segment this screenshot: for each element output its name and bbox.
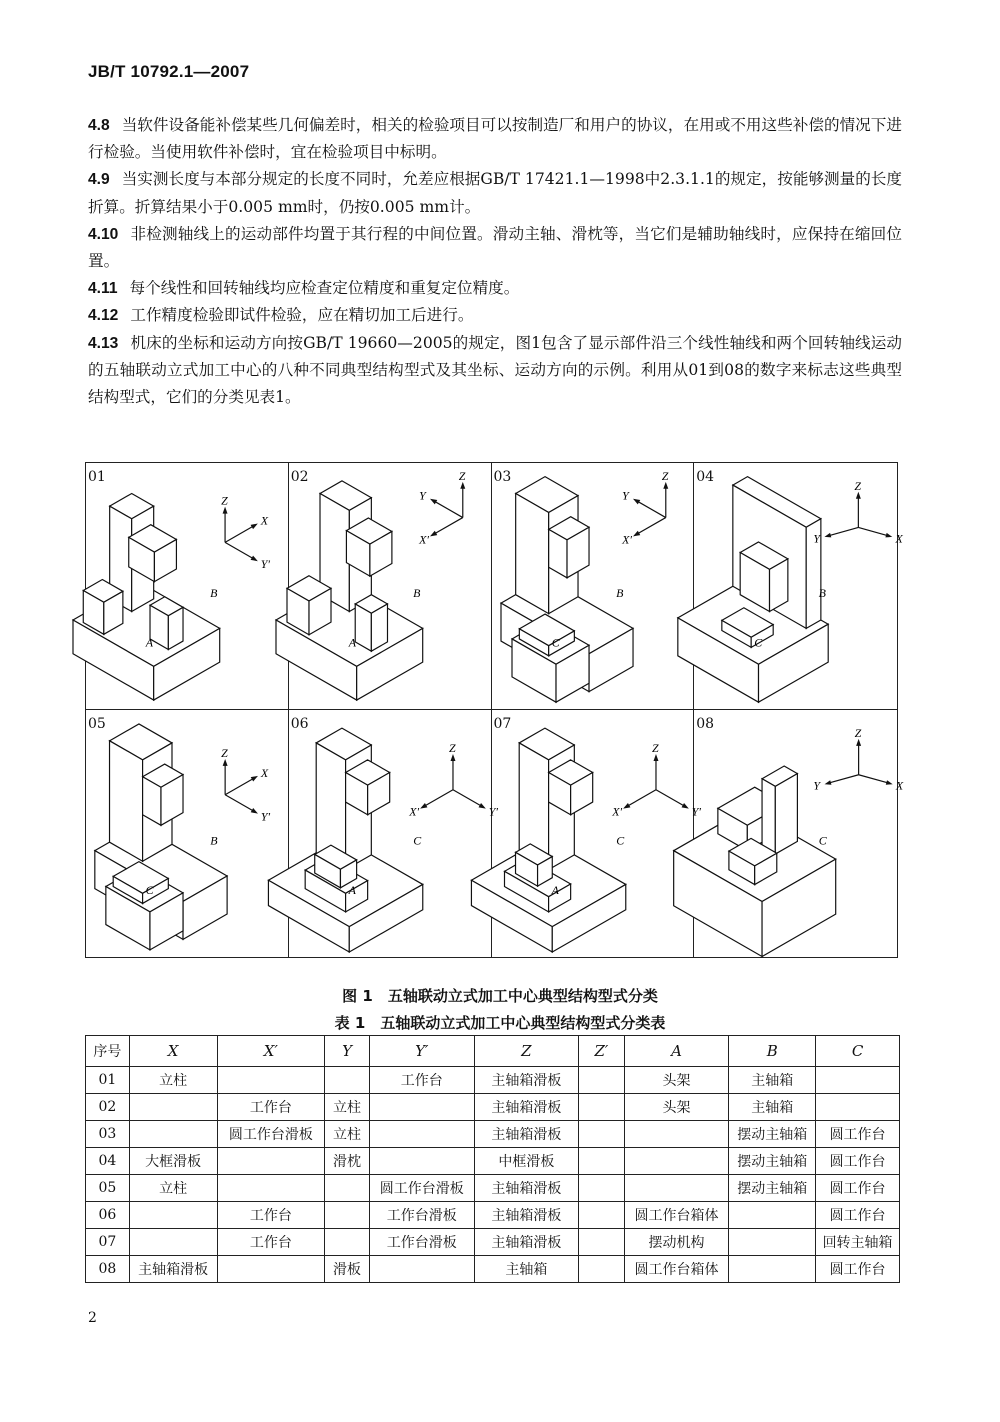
arrow-head-icon <box>681 803 688 809</box>
table-row <box>86 1256 900 1283</box>
part-label: B <box>615 585 623 600</box>
arrow-head-icon <box>632 499 639 505</box>
coordinate-axes-icon <box>621 469 669 546</box>
clause-text: 工作精度检验即试件检验，应在精切加工后进行。 <box>130 306 474 325</box>
axis-line <box>433 518 462 535</box>
table-cell <box>624 1121 729 1148</box>
table-cell: 立柱 <box>129 1067 217 1094</box>
table-row <box>86 1094 900 1121</box>
part-label: A <box>145 635 153 650</box>
clause-4-8 <box>88 112 902 166</box>
machine-structure <box>95 724 227 950</box>
table-cell <box>217 1148 325 1175</box>
part-label: C <box>754 635 763 650</box>
table-cell: 05 <box>86 1175 130 1202</box>
clause-text: 非检测轴线上的运动部件均置于其行程的中间位置。滑动主轴、滑枕等，当它们是辅助轴线时，应保持在缩回位置。 <box>88 224 902 271</box>
axis-label: Y <box>418 488 426 503</box>
table-cell: 08 <box>86 1256 130 1283</box>
machine-drawing <box>86 463 288 709</box>
table-cell: 圆工作台箱体 <box>624 1256 729 1283</box>
axis-line <box>636 501 665 518</box>
machine-structure <box>674 766 836 956</box>
table-cell: 主轴箱滑板 <box>474 1121 579 1148</box>
axis-line <box>828 775 858 783</box>
axis-label: Y <box>621 488 629 503</box>
table-cell: 圆工作台 <box>816 1256 900 1283</box>
table-cell: 圆工作台 <box>816 1121 900 1148</box>
column-header: B <box>729 1036 816 1067</box>
axis-label: X′ <box>408 804 419 819</box>
table-cell: 工作台 <box>217 1202 325 1229</box>
panel-number: 07 <box>493 716 512 732</box>
table-cell <box>369 1121 474 1148</box>
axis-line <box>225 542 254 559</box>
arrow-head-icon <box>223 759 228 766</box>
machine-structure <box>678 477 828 703</box>
axis-label: Z <box>651 741 659 756</box>
axis-label: X <box>895 531 903 546</box>
axis-line <box>828 527 858 535</box>
panel-02 <box>289 463 492 710</box>
axis-line <box>225 525 254 542</box>
table-cell: 回转主轴箱 <box>816 1229 900 1256</box>
axis-label: X <box>896 778 904 793</box>
table-cell <box>369 1094 474 1121</box>
arrow-head-icon <box>251 556 258 562</box>
machine-drawing <box>86 710 288 957</box>
part-label: C <box>412 833 421 848</box>
table-cell: 摆动主轴箱 <box>729 1175 816 1202</box>
table-cell <box>624 1175 729 1202</box>
panel-number: 02 <box>290 469 309 485</box>
arrow-head-icon <box>460 482 465 489</box>
axis-line <box>655 790 684 807</box>
table-cell: 工作台滑板 <box>369 1229 474 1256</box>
table-cell: 摆动主轴箱 <box>729 1148 816 1175</box>
table-cell: 头架 <box>624 1094 729 1121</box>
axis-label: X <box>260 513 269 528</box>
table-cell: 02 <box>86 1094 130 1121</box>
classification-table <box>85 1035 900 1283</box>
axis-label: Y′ <box>260 809 271 824</box>
arrow-head-icon <box>251 524 258 530</box>
clause-4-13 <box>88 330 902 412</box>
table-cell <box>325 1067 370 1094</box>
table-cell <box>217 1067 325 1094</box>
table-cell: 圆工作台 <box>816 1175 900 1202</box>
arrow-head-icon <box>420 803 427 809</box>
column-header: Z <box>474 1036 579 1067</box>
table-cell: 圆工作台滑板 <box>369 1175 474 1202</box>
arrow-head-icon <box>653 754 658 761</box>
part-label: C <box>145 883 154 898</box>
panel-number: 04 <box>696 469 715 485</box>
panel-06 <box>289 710 498 957</box>
axis-label: Z <box>661 468 668 483</box>
clause-4-10 <box>88 221 902 275</box>
column-header: A <box>624 1036 729 1067</box>
axis-label: Y′ <box>488 804 498 819</box>
clause-number: 4.11 <box>88 280 118 298</box>
coordinate-axes-icon <box>814 479 904 546</box>
table-row <box>86 1175 900 1202</box>
page-number: 2 <box>88 1310 97 1326</box>
axis-label: X′ <box>611 804 622 819</box>
part-label: B <box>210 585 218 600</box>
coordinate-axes-icon <box>408 741 498 819</box>
coordinate-axes-icon <box>221 494 270 571</box>
clauses <box>88 112 902 411</box>
table-cell: 大框滑板 <box>129 1148 217 1175</box>
panel-07 <box>492 710 701 957</box>
axis-label: Z <box>854 725 862 740</box>
panel-number: 01 <box>88 469 106 485</box>
axis-label: X <box>260 765 269 780</box>
machine-structure <box>268 728 422 952</box>
arrow-head-icon <box>856 492 861 499</box>
part-label: B <box>412 585 421 600</box>
table-cell: 工作台 <box>217 1094 325 1121</box>
machine-structure <box>471 728 625 952</box>
table-cell: 主轴箱滑板 <box>474 1202 579 1229</box>
table-cell: 摆动主轴箱 <box>729 1121 816 1148</box>
table-cell <box>325 1175 370 1202</box>
table-cell <box>217 1256 325 1283</box>
column-header: Y <box>325 1036 370 1067</box>
arrow-head-icon <box>450 754 455 761</box>
machine-structure <box>276 481 423 700</box>
table-cell: 主轴箱 <box>729 1067 816 1094</box>
axis-line <box>859 775 889 783</box>
table-cell: 立柱 <box>325 1094 370 1121</box>
arrow-head-icon <box>825 780 832 784</box>
table-row <box>86 1148 900 1175</box>
axis-label: Y′ <box>691 804 701 819</box>
table-cell <box>816 1067 900 1094</box>
table-cell: 主轴箱滑板 <box>474 1229 579 1256</box>
axis-label: Z <box>448 741 456 756</box>
panel-04 <box>694 463 903 710</box>
machine-drawing <box>492 710 701 957</box>
panel-03 <box>492 463 695 710</box>
axis-label: Z <box>458 468 466 483</box>
axis-line <box>433 501 462 518</box>
arrow-head-icon <box>251 776 258 782</box>
arrow-head-icon <box>663 482 668 489</box>
table-cell <box>369 1148 474 1175</box>
table-cell: 主轴箱滑板 <box>129 1256 217 1283</box>
figure-machine-configurations <box>85 462 904 958</box>
table-cell: 头架 <box>624 1067 729 1094</box>
figure-caption: 图 1 五轴联动立式加工中心典型结构型式分类 <box>342 987 658 1005</box>
table-cell <box>579 1067 625 1094</box>
panel-number: 06 <box>290 716 309 732</box>
table-cell: 滑枕 <box>325 1148 370 1175</box>
table-cell <box>729 1229 816 1256</box>
column-header: X <box>129 1036 217 1067</box>
table-row <box>86 1067 900 1094</box>
arrow-head-icon <box>430 531 437 537</box>
axis-line <box>859 527 889 535</box>
table-cell <box>729 1256 816 1283</box>
table-cell <box>325 1229 370 1256</box>
table-cell: 圆工作台滑板 <box>217 1121 325 1148</box>
table-cell: 主轴箱滑板 <box>474 1175 579 1202</box>
panel-08 <box>694 710 904 957</box>
arrow-head-icon <box>825 533 832 537</box>
axis-line <box>225 795 254 812</box>
axis-line <box>636 518 665 535</box>
column-header: Y′ <box>369 1036 474 1067</box>
clause-text: 机床的坐标和运动方向按GB/T 19660—2005的规定，图1包含了显示部件沿三个线性轴线和两个回转轴线运动的五轴联动立式加工中心的八种不同典型结构型式及其坐标、运动方向的示例。利用从01到08的数字来标志这些典型结构型式，它们的分类见表1。 <box>88 333 902 407</box>
table-cell <box>325 1202 370 1229</box>
table-cell: 主轴箱 <box>474 1256 579 1283</box>
axis-label: Y <box>813 778 821 793</box>
clause-4-9 <box>88 166 902 220</box>
table-cell: 滑板 <box>325 1256 370 1283</box>
table-cell <box>729 1202 816 1229</box>
coordinate-axes-icon <box>814 726 904 793</box>
coordinate-axes-icon <box>418 469 466 546</box>
table-cell <box>369 1256 474 1283</box>
table-cell: 圆工作台 <box>816 1148 900 1175</box>
column-header: 序号 <box>86 1036 130 1067</box>
panel-number: 03 <box>493 469 512 485</box>
clause-number: 4.13 <box>88 334 119 352</box>
clause-text: 当实测长度与本部分规定的长度不同时，允差应根据GB/T 17421.1—1998中2.3.1.1的规定，按能够测量的长度折算。折算结果小于0.005 mm时，仍按0.005 mm计。 <box>88 170 902 216</box>
machine-drawing <box>492 463 694 709</box>
arrow-head-icon <box>251 808 258 814</box>
clause-number: 4.10 <box>88 225 119 243</box>
table-cell: 摆动机构 <box>624 1229 729 1256</box>
clause-4-11 <box>88 275 902 302</box>
axis-label: Z <box>221 745 228 760</box>
part-label: A <box>348 635 356 650</box>
clause-4-12 <box>88 302 902 329</box>
table-cell: 主轴箱 <box>729 1094 816 1121</box>
table-cell <box>624 1148 729 1175</box>
column-header: C <box>816 1036 900 1067</box>
table-cell: 04 <box>86 1148 130 1175</box>
machine-drawing <box>694 710 904 957</box>
table-cell: 工作台滑板 <box>369 1202 474 1229</box>
table-cell <box>129 1229 217 1256</box>
table-header-row <box>86 1036 900 1067</box>
part-label: A <box>348 883 356 898</box>
table-cell: 07 <box>86 1229 130 1256</box>
table-cell: 工作台 <box>217 1229 325 1256</box>
arrow-head-icon <box>623 803 630 809</box>
table-cell <box>129 1094 217 1121</box>
table-cell: 工作台 <box>369 1067 474 1094</box>
axis-line <box>626 790 655 807</box>
machine-structure <box>501 477 633 703</box>
table-cell: 圆工作台 <box>816 1202 900 1229</box>
table-cell <box>579 1202 625 1229</box>
machine-drawing <box>289 463 491 709</box>
arrow-head-icon <box>223 507 228 514</box>
axis-label: X′ <box>621 532 632 547</box>
table-cell <box>129 1121 217 1148</box>
machine-drawing <box>694 463 903 709</box>
panel-number: 08 <box>696 716 715 732</box>
table-cell <box>579 1175 625 1202</box>
axis-label: Z <box>854 478 862 493</box>
table-cell <box>579 1094 625 1121</box>
arrow-head-icon <box>632 531 639 537</box>
table-cell: 立柱 <box>129 1175 217 1202</box>
arrow-head-icon <box>430 499 437 505</box>
clause-text: 当软件设备能补偿某些几何偏差时，相关的检验项目可以按制造厂和用户的协议，在用或不用这些补偿的情况下进行检验。当使用软件补偿时，宜在检验项目中标明。 <box>88 116 902 162</box>
axis-label: Y′ <box>260 557 271 572</box>
table-cell: 01 <box>86 1067 130 1094</box>
panel-number: 05 <box>88 716 106 732</box>
part-label: C <box>819 833 827 848</box>
table-cell: 立柱 <box>325 1121 370 1148</box>
table-row <box>86 1202 900 1229</box>
clause-number: 4.8 <box>88 117 110 134</box>
table-cell <box>579 1121 625 1148</box>
coordinate-axes-icon <box>221 746 270 824</box>
arrow-head-icon <box>886 780 893 784</box>
table-cell: 中框滑板 <box>474 1148 579 1175</box>
table-cell <box>816 1094 900 1121</box>
table-cell: 03 <box>86 1121 130 1148</box>
table-row <box>86 1121 900 1148</box>
table-cell <box>217 1175 325 1202</box>
arrow-head-icon <box>856 739 861 746</box>
arrow-head-icon <box>478 803 485 809</box>
axis-line <box>423 790 452 807</box>
axis-label: X′ <box>418 532 429 547</box>
axis-line <box>453 790 482 807</box>
arrow-head-icon <box>886 533 893 537</box>
table-cell <box>579 1148 625 1175</box>
part-label: B <box>210 833 218 848</box>
machine-drawing <box>289 710 498 957</box>
clause-number: 4.9 <box>88 171 110 189</box>
panel-01 <box>86 463 289 710</box>
table-cell: 06 <box>86 1202 130 1229</box>
machine-structure <box>73 494 220 701</box>
part-label: C <box>615 833 624 848</box>
clause-text: 每个线性和回转轴线均应检查定位精度和重复定位精度。 <box>129 279 520 298</box>
column-header: Z′ <box>579 1036 625 1067</box>
table-title: 表 1 五轴联动立式加工中心典型结构型式分类表 <box>334 1014 666 1032</box>
axis-label: Z <box>221 493 228 508</box>
part-label: A <box>551 883 559 898</box>
table-row <box>86 1229 900 1256</box>
axis-line <box>225 778 254 795</box>
part-label: C <box>551 635 560 650</box>
panel-05 <box>86 710 289 957</box>
table-cell: 主轴箱滑板 <box>474 1094 579 1121</box>
table-cell: 主轴箱滑板 <box>474 1067 579 1094</box>
table-cell <box>129 1202 217 1229</box>
table-cell <box>579 1229 625 1256</box>
standard-number: JB/T 10792.1—2007 <box>88 62 250 81</box>
table-cell <box>579 1256 625 1283</box>
axis-label: Y <box>813 531 821 546</box>
table-cell: 圆工作台箱体 <box>624 1202 729 1229</box>
part-label: B <box>818 585 827 600</box>
clause-number: 4.12 <box>88 307 119 325</box>
coordinate-axes-icon <box>611 741 701 819</box>
column-header: X′ <box>217 1036 325 1067</box>
